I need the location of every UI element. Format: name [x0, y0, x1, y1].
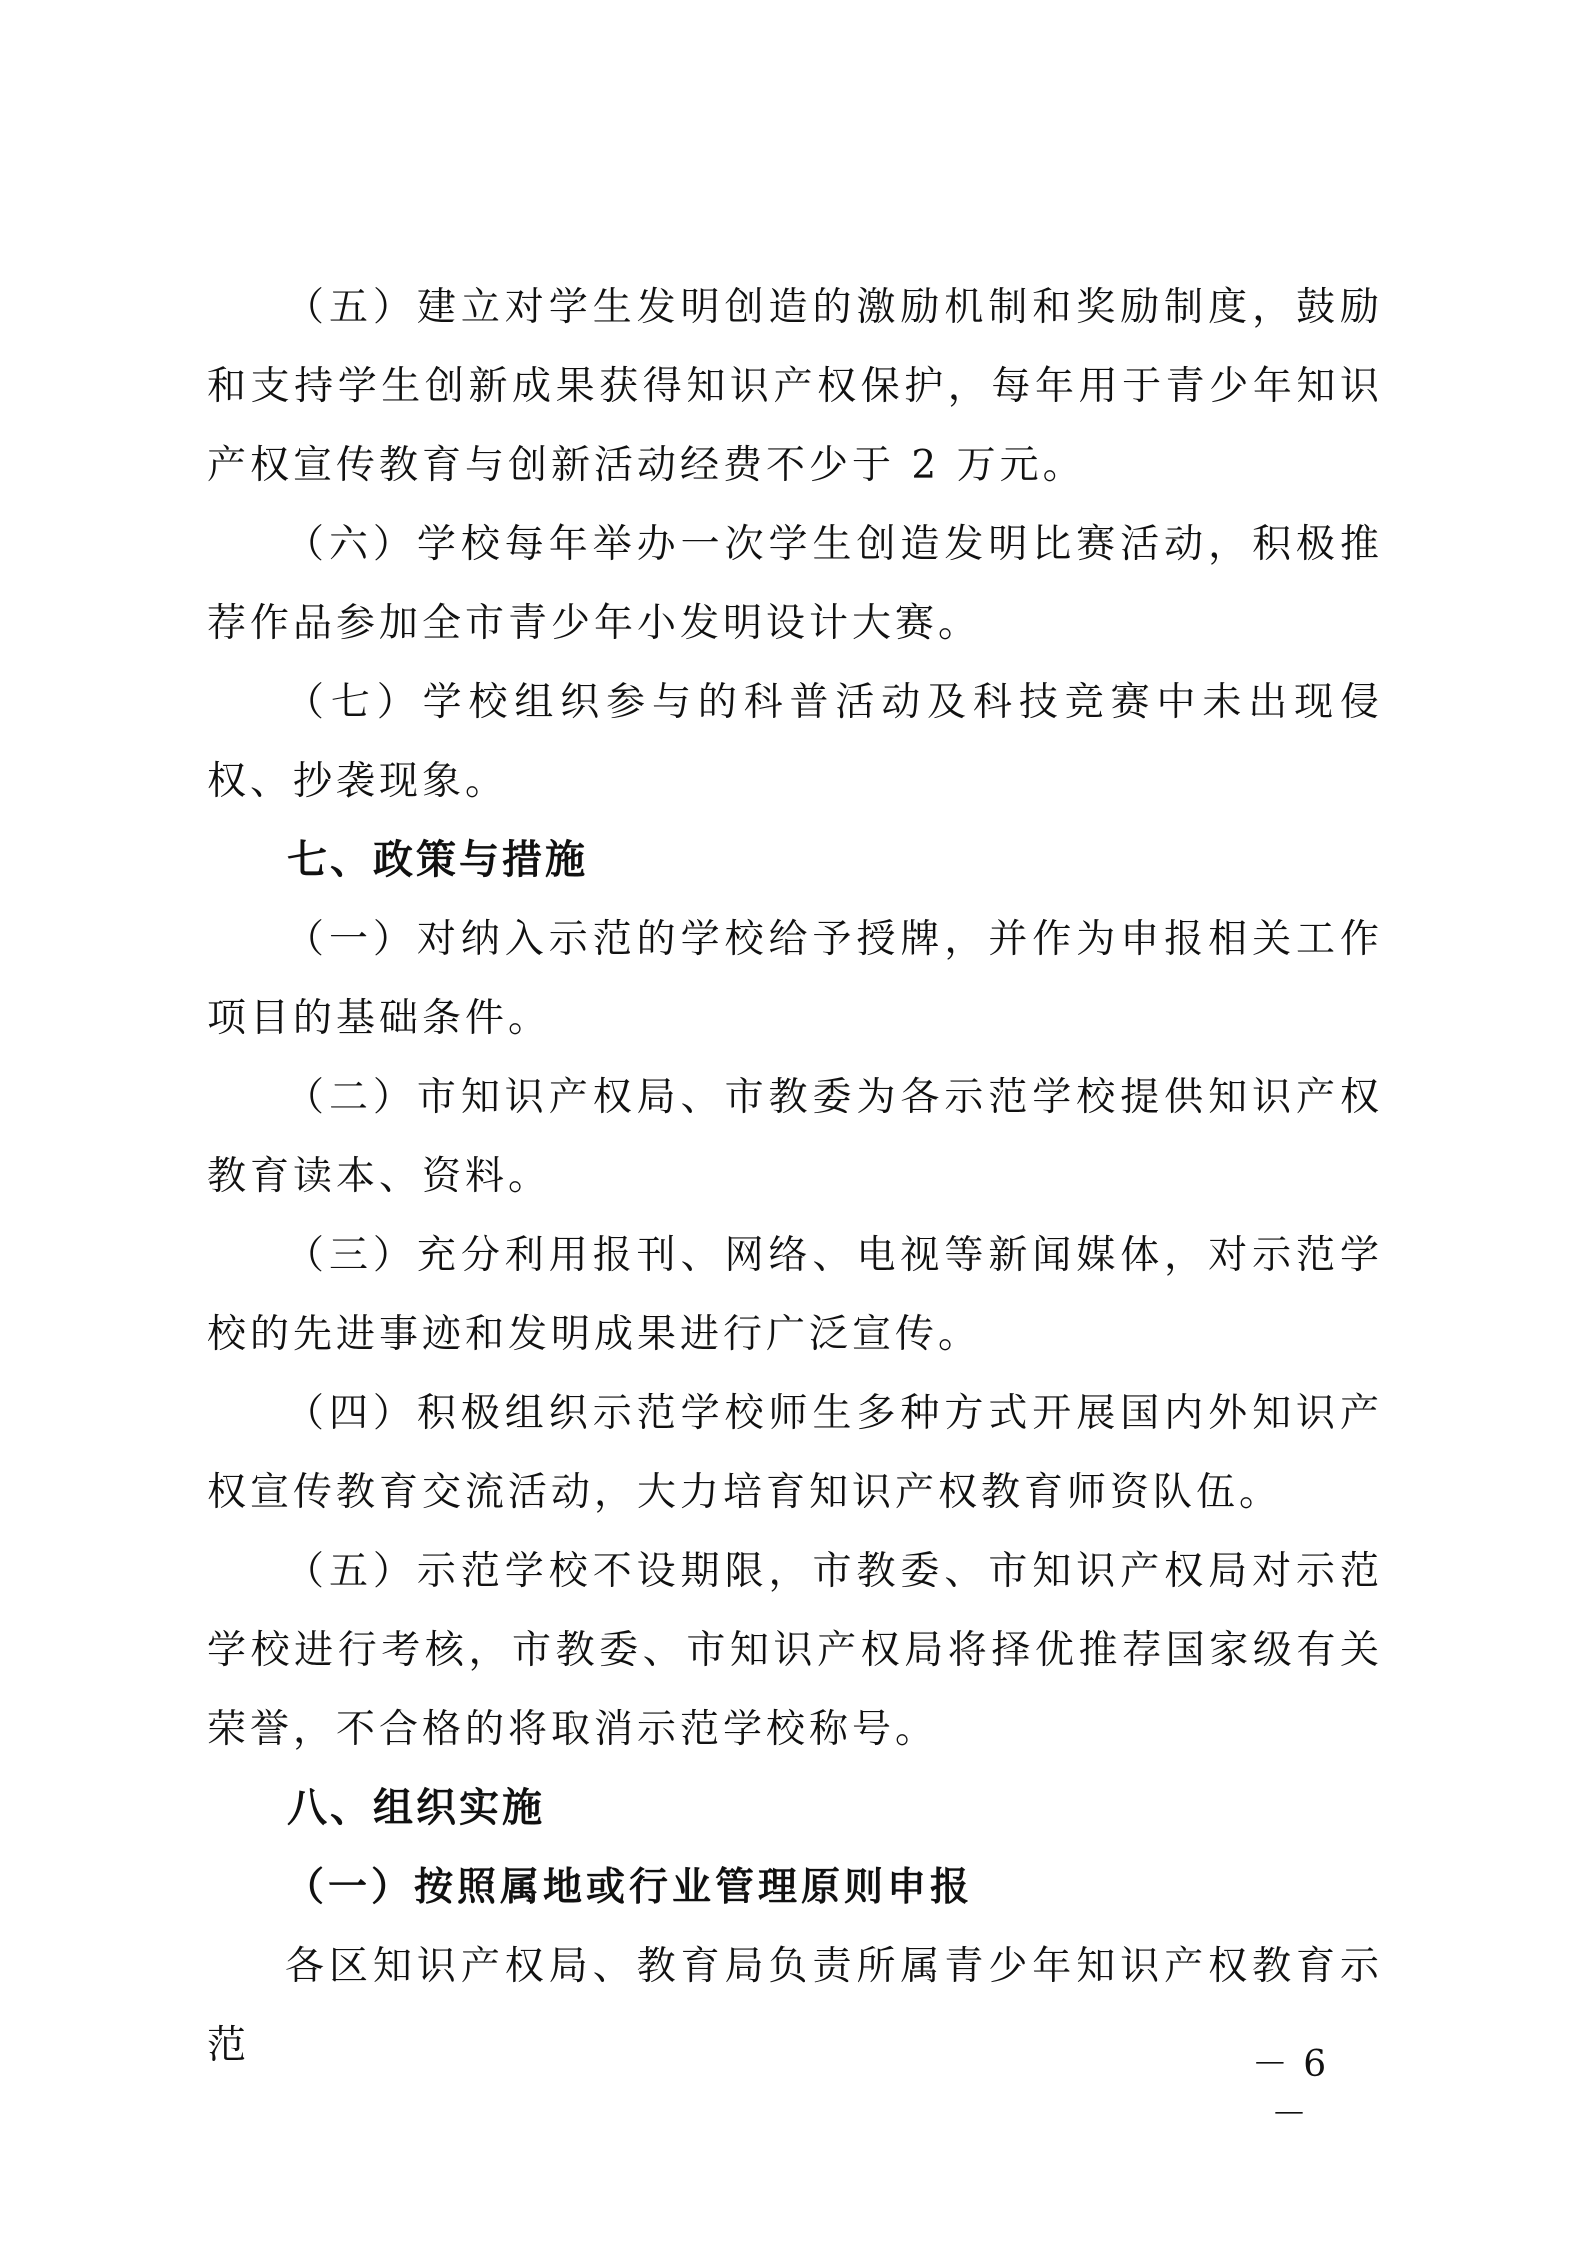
paragraph-media-publicity: （三）充分利用报刊、网络、电视等新闻媒体，对示范学校的先进事迹和发明成果进行广泛宣传。 — [207, 1233, 1383, 1357]
subheading-application-principle: （一）按照属地或行业管理原则申报 — [285, 1864, 974, 1910]
paragraph-plaque-award: （一）对纳入示范的学校给予授牌，并作为申报相关工作项目的基础条件。 — [207, 917, 1383, 1041]
page-number: － 6 － — [1251, 2044, 1329, 2135]
paragraph-exchange-activities: （四）积极组织示范学校师生多种方式开展国内外知识产权宣传教育交流活动，大力培育知识产权教育师资队伍。 — [207, 1391, 1383, 1515]
document-body — [207, 268, 1383, 2085]
paragraph-invention-contest: （六）学校每年举办一次学生创造发明比赛活动，积极推荐作品参加全市青少年小发明设计大赛。 — [207, 522, 1383, 646]
paragraph-reading-materials: （二）市知识产权局、市教委为各示范学校提供知识产权教育读本、资料。 — [207, 1075, 1383, 1199]
paragraph-district-responsibility: 各区知识产权局、教育局负责所属青少年知识产权教育示范 — [207, 1944, 1383, 2068]
paragraph-no-infringement: （七）学校组织参与的科普活动及科技竞赛中未出现侵权、抄袭现象。 — [207, 680, 1383, 804]
section-heading-policies: 七、政策与措施 — [287, 837, 588, 883]
paragraph-incentive-mechanism: （五）建立对学生发明创造的激励机制和奖励制度，鼓励和支持学生创新成果获得知识产权保护，每年用于青少年知识产权宣传教育与创新活动经费不少于 2 万元。 — [207, 285, 1383, 488]
paragraph-assessment: （五）示范学校不设期限，市教委、市知识产权局对示范学校进行考核，市教委、市知识产权局将择优推荐国家级有关荣誉，不合格的将取消示范学校称号。 — [207, 1549, 1383, 1752]
section-heading-implementation: 八、组织实施 — [287, 1785, 545, 1831]
